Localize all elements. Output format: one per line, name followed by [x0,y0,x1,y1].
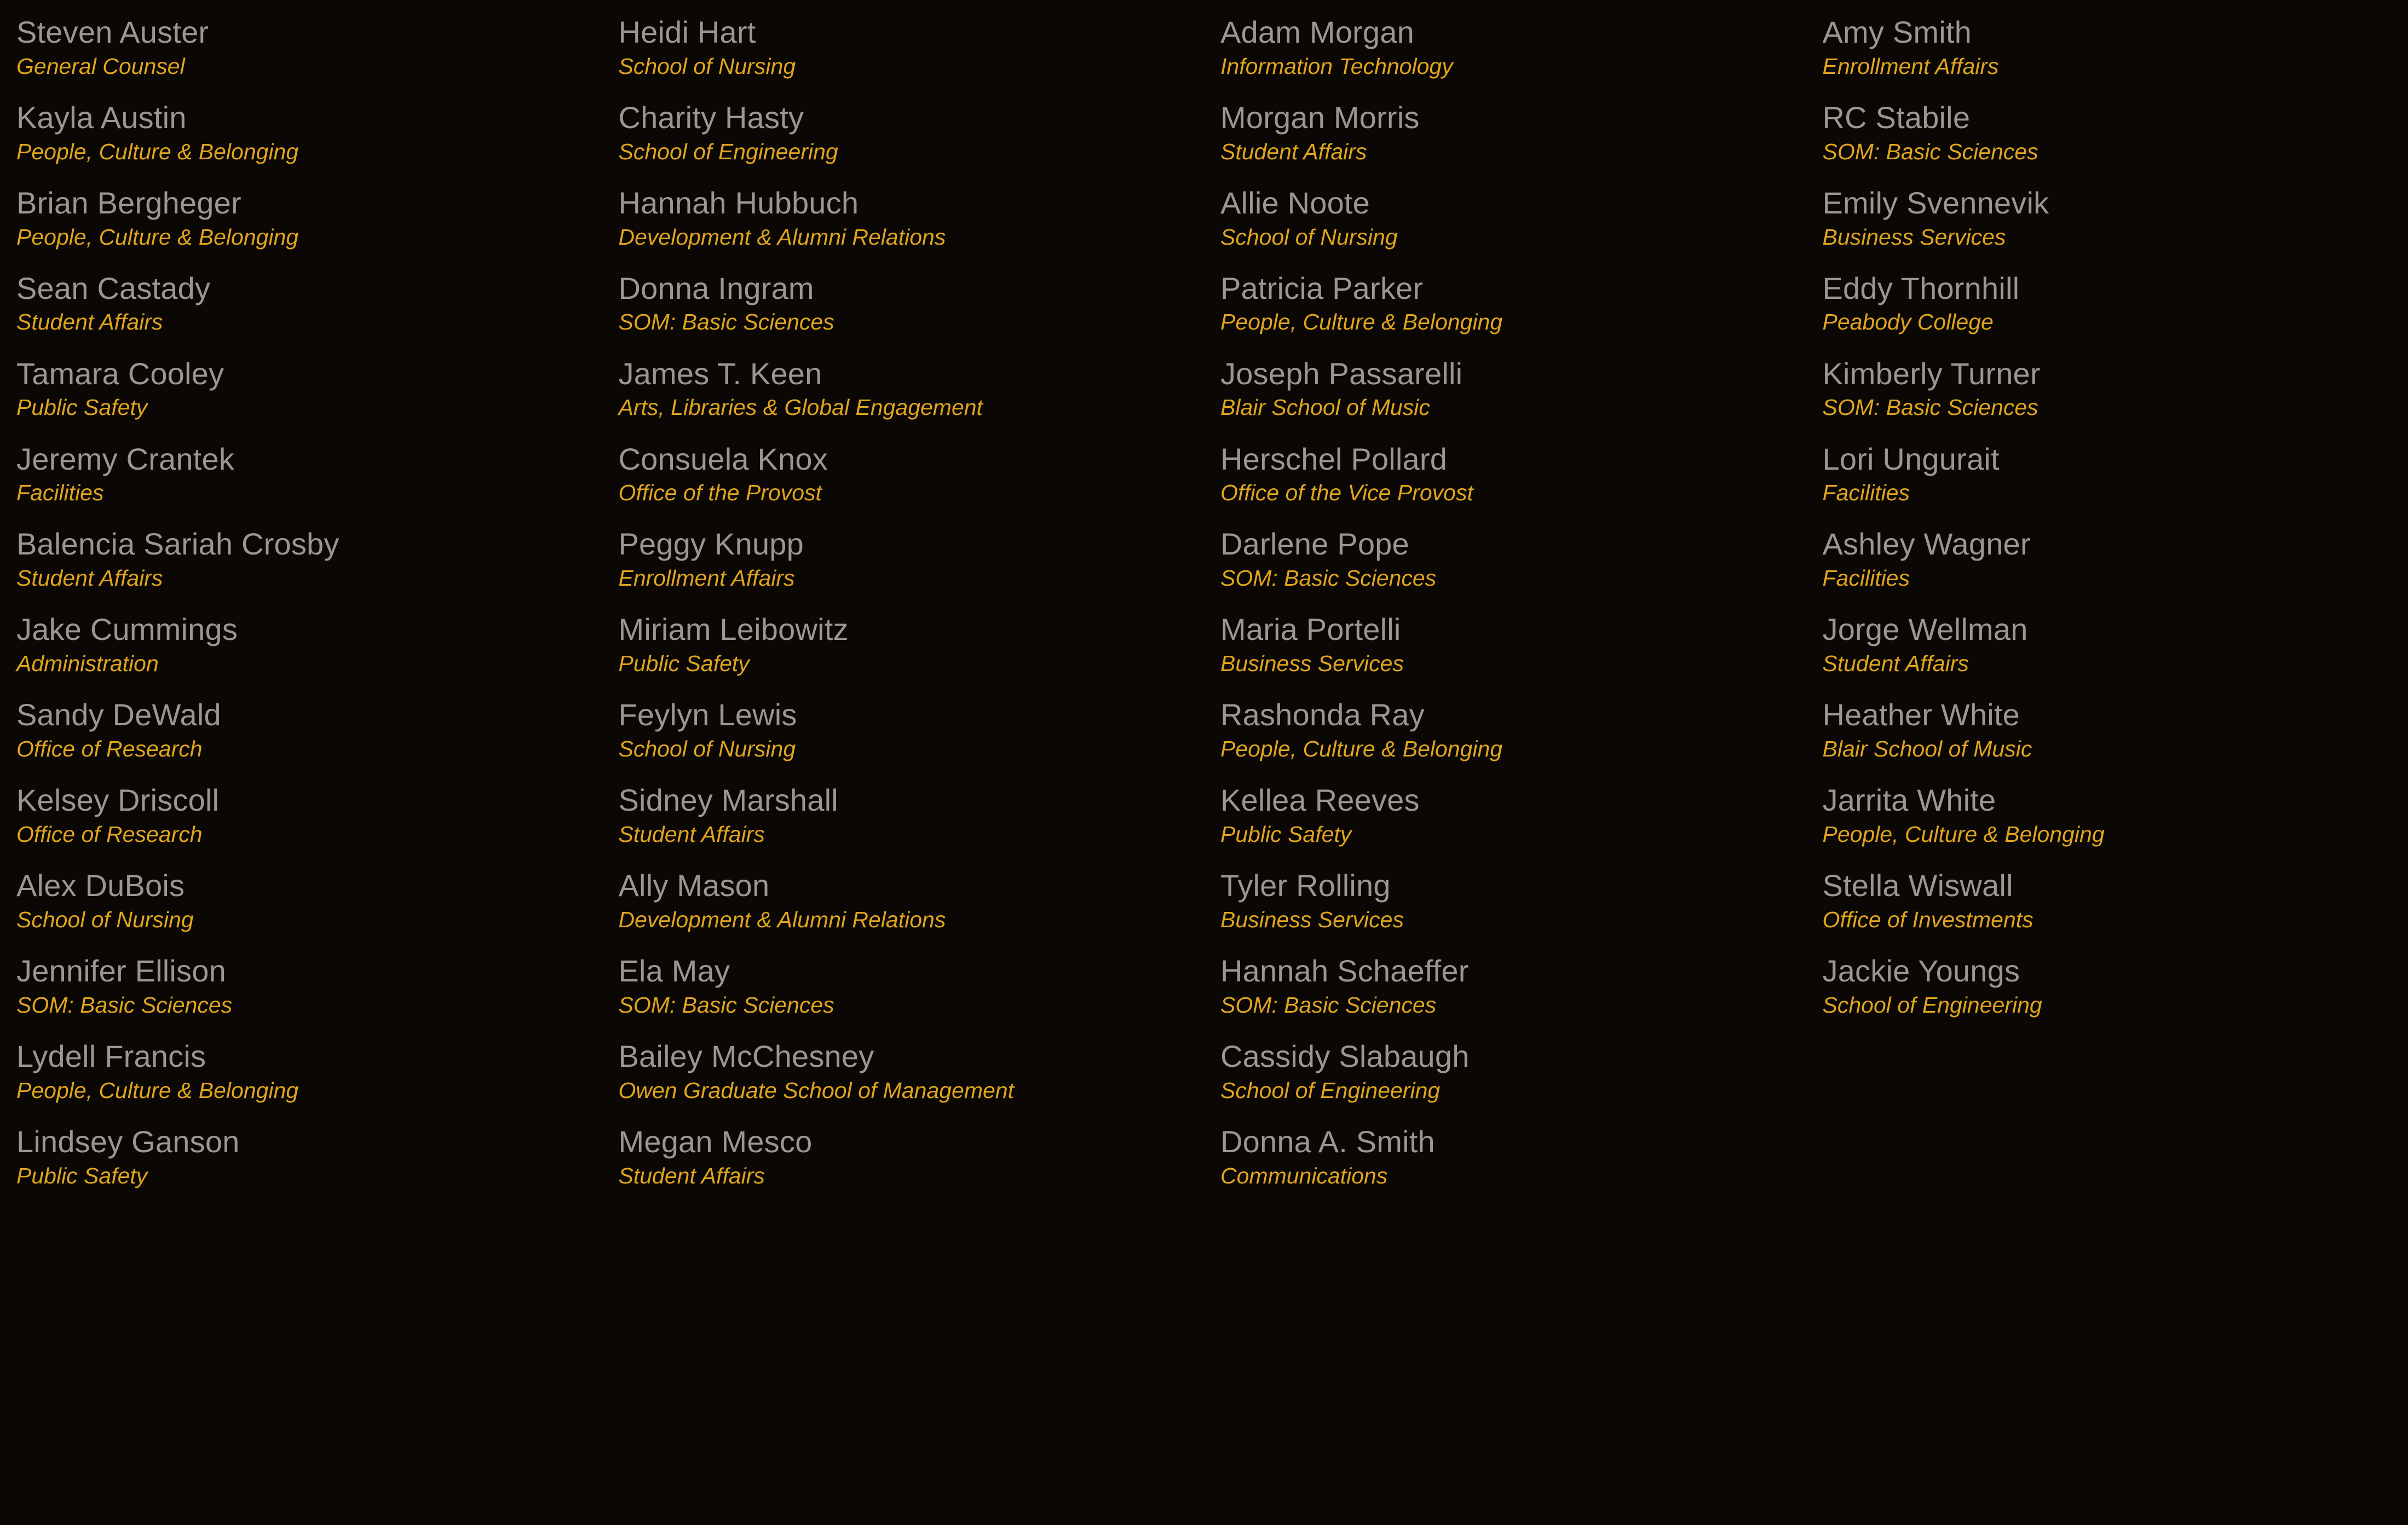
person-entry[interactable] [16,783,602,848]
person-department: Information Technology [1220,53,1453,79]
person-entry[interactable] [16,1125,602,1189]
person-name: Tyler Rolling [1220,868,1391,903]
person-name: Ally Mason [618,868,770,903]
person-entry[interactable] [619,101,1205,165]
person-name: Jennifer Ellison [16,953,226,988]
person-department: School of Engineering [1822,992,2042,1018]
person-entry[interactable] [619,357,1205,421]
person-entry[interactable] [1823,869,2408,933]
person-entry[interactable] [16,442,602,507]
person-entry[interactable] [1823,272,2408,336]
person-department: People, Culture & Belonging [1822,821,2105,847]
person-name: Kelsey Driscoll [16,783,220,818]
person-name: Jake Cummings [16,612,238,647]
person-department: Enrollment Affairs [618,565,795,591]
person-name: Bailey McChesney [618,1038,874,1073]
person-entry[interactable] [16,954,602,1019]
person-department: Student Affairs [618,821,765,847]
person-department: Office of Research [16,736,203,761]
person-department: Business Services [1822,224,2006,250]
person-department: Office of the Vice Provost [1220,480,1473,506]
person-name: Eddy Thornhill [1822,270,2020,305]
person-name: Jorge Wellman [1822,612,2028,647]
person-name: Jeremy Crantek [16,441,235,476]
person-entry[interactable] [1220,783,1806,848]
person-entry[interactable] [1220,527,1806,592]
person-department: School of Nursing [16,906,194,932]
person-department: Blair School of Music [1220,395,1430,420]
person-name: Allie Noote [1220,185,1370,220]
person-entry[interactable] [619,783,1205,848]
person-entry[interactable] [1823,357,2408,421]
person-department: Administration [16,651,159,677]
person-department: Student Affairs [1822,651,1969,677]
person-entry[interactable] [16,613,602,677]
person-entry[interactable] [1220,869,1806,933]
person-entry[interactable] [1220,357,1806,421]
person-name: Patricia Parker [1220,270,1424,305]
person-entry[interactable] [619,15,1205,80]
person-entry[interactable] [1220,1125,1806,1189]
person-entry[interactable] [1823,783,2408,848]
person-name: Consuela Knox [618,441,828,476]
person-department: People, Culture & Belonging [1220,736,1503,761]
person-entry[interactable] [619,442,1205,507]
person-entry[interactable] [16,186,602,251]
person-name: Jackie Youngs [1822,953,2020,988]
person-department: Business Services [1220,651,1404,677]
person-department: SOM: Basic Sciences [1822,138,2038,164]
person-name: Hannah Hubbuch [618,185,859,220]
person-name: Morgan Morris [1220,100,1420,135]
person-department: People, Culture & Belonging [16,224,299,250]
person-department: School of Nursing [618,53,796,79]
person-department: Communications [1220,1163,1388,1188]
person-entry[interactable] [1220,442,1806,507]
person-entry[interactable] [1220,15,1806,80]
person-entry[interactable] [1823,527,2408,592]
person-entry[interactable] [16,698,602,762]
person-entry[interactable] [16,15,602,80]
person-name: Alex DuBois [16,868,185,903]
person-entry[interactable] [16,272,602,336]
person-name: Donna Ingram [618,270,814,305]
person-name: Kellea Reeves [1220,783,1420,818]
person-name: Stella Wiswall [1822,868,2013,903]
person-name: Amy Smith [1822,15,1972,49]
person-department: Student Affairs [16,309,163,335]
person-name: Kimberly Turner [1822,356,2041,391]
person-name: Darlene Pope [1220,527,1409,562]
person-department: Public Safety [16,395,148,420]
roster-column [0,15,602,1525]
person-department: SOM: Basic Sciences [618,992,834,1018]
person-department: School of Nursing [618,736,796,761]
roster-column [1204,15,1806,1525]
person-department: General Counsel [16,53,185,79]
person-entry[interactable] [16,1039,602,1104]
person-entry[interactable] [1823,954,2408,1019]
person-entry[interactable] [1823,186,2408,251]
person-department: Facilities [1822,565,1910,591]
person-name: James T. Keen [618,356,822,391]
person-department: School of Engineering [1220,1077,1441,1103]
person-name: Hannah Schaeffer [1220,953,1469,988]
person-name: Ashley Wagner [1822,527,2031,562]
person-entry[interactable] [619,527,1205,592]
person-department: People, Culture & Belonging [16,1077,299,1103]
person-department: SOM: Basic Sciences [1220,992,1437,1018]
person-entry[interactable] [619,186,1205,251]
person-department: School of Nursing [1220,224,1398,250]
person-name: Brian Bergheger [16,185,241,220]
person-name: Cassidy Slabaugh [1220,1038,1470,1073]
person-name: Sandy DeWald [16,697,221,732]
person-name: Sean Castady [16,270,211,305]
person-department: Facilities [1822,480,1910,506]
person-entry[interactable] [619,1039,1205,1104]
person-entry[interactable] [1220,698,1806,762]
person-name: Donna A. Smith [1220,1124,1435,1159]
person-name: Adam Morgan [1220,15,1414,49]
person-entry[interactable] [1220,1039,1806,1104]
person-department: SOM: Basic Sciences [1220,565,1437,591]
person-name: Tamara Cooley [16,356,224,391]
person-department: People, Culture & Belonging [16,138,299,164]
person-department: Facilities [16,480,104,506]
person-entry[interactable] [1220,954,1806,1019]
person-entry[interactable] [619,954,1205,1019]
person-entry[interactable] [16,101,602,165]
person-entry[interactable] [16,527,602,592]
person-name: Megan Mesco [618,1124,813,1159]
person-name: Herschel Pollard [1220,441,1448,476]
person-department: SOM: Basic Sciences [1822,395,2038,420]
person-department: People, Culture & Belonging [1220,309,1503,335]
person-department: Peabody College [1822,309,1994,335]
person-department: Enrollment Affairs [1822,53,1999,79]
person-department: Public Safety [1220,821,1352,847]
person-entry[interactable] [16,357,602,421]
person-name: Joseph Passarelli [1220,356,1463,391]
person-name: Heidi Hart [618,15,756,49]
person-entry[interactable] [619,698,1205,762]
person-department: Arts, Libraries & Global Engagement [618,395,983,420]
person-department: Public Safety [618,651,750,677]
person-department: Development & Alumni Relations [618,906,946,932]
person-entry[interactable] [1823,101,2408,165]
person-entry[interactable] [1823,15,2408,80]
person-department: School of Engineering [618,138,838,164]
person-name: Maria Portelli [1220,612,1401,647]
person-name: RC Stabile [1822,100,1971,135]
person-department: Development & Alumni Relations [618,224,946,250]
person-name: Rashonda Ray [1220,697,1425,732]
person-department: Student Affairs [618,1163,765,1188]
person-name: Feylyn Lewis [618,697,797,732]
person-name: Lindsey Ganson [16,1124,240,1159]
person-entry[interactable] [619,869,1205,933]
person-name: Emily Svennevik [1822,185,2049,220]
person-department: Owen Graduate School of Management [618,1077,1014,1103]
person-entry[interactable] [1823,613,2408,677]
person-name: Lori Ungurait [1822,441,2000,476]
person-name: Heather White [1822,697,2020,732]
person-name: Balencia Sariah Crosby [16,527,339,562]
person-department: Student Affairs [16,565,163,591]
person-department: Public Safety [16,1163,148,1188]
person-name: Sidney Marshall [618,783,838,818]
person-name: Jarrita White [1822,783,1996,818]
person-department: SOM: Basic Sciences [16,992,233,1018]
person-name: Peggy Knupp [618,527,804,562]
person-entry[interactable] [619,613,1205,677]
person-name: Ela May [618,953,730,988]
person-department: Student Affairs [1220,138,1367,164]
person-name: Miriam Leibowitz [618,612,849,647]
person-entry[interactable] [619,1125,1205,1189]
person-name: Steven Auster [16,15,209,49]
person-department: Office of the Provost [618,480,822,506]
person-entry[interactable] [1220,186,1806,251]
person-entry[interactable] [1220,613,1806,677]
roster-column [602,15,1205,1525]
person-department: Office of Research [16,821,203,847]
person-department: SOM: Basic Sciences [618,309,834,335]
person-entry[interactable] [619,272,1205,336]
person-entry[interactable] [1823,442,2408,507]
person-department: Business Services [1220,906,1404,932]
roster-column [1806,15,2408,1525]
person-department: Blair School of Music [1822,736,2032,761]
person-entry[interactable] [16,869,602,933]
person-entry[interactable] [1220,101,1806,165]
person-name: Lydell Francis [16,1038,206,1073]
person-name: Charity Hasty [618,100,804,135]
person-name: Kayla Austin [16,100,187,135]
person-entry[interactable] [1220,272,1806,336]
person-entry[interactable] [1823,698,2408,762]
person-department: Office of Investments [1822,906,2033,932]
